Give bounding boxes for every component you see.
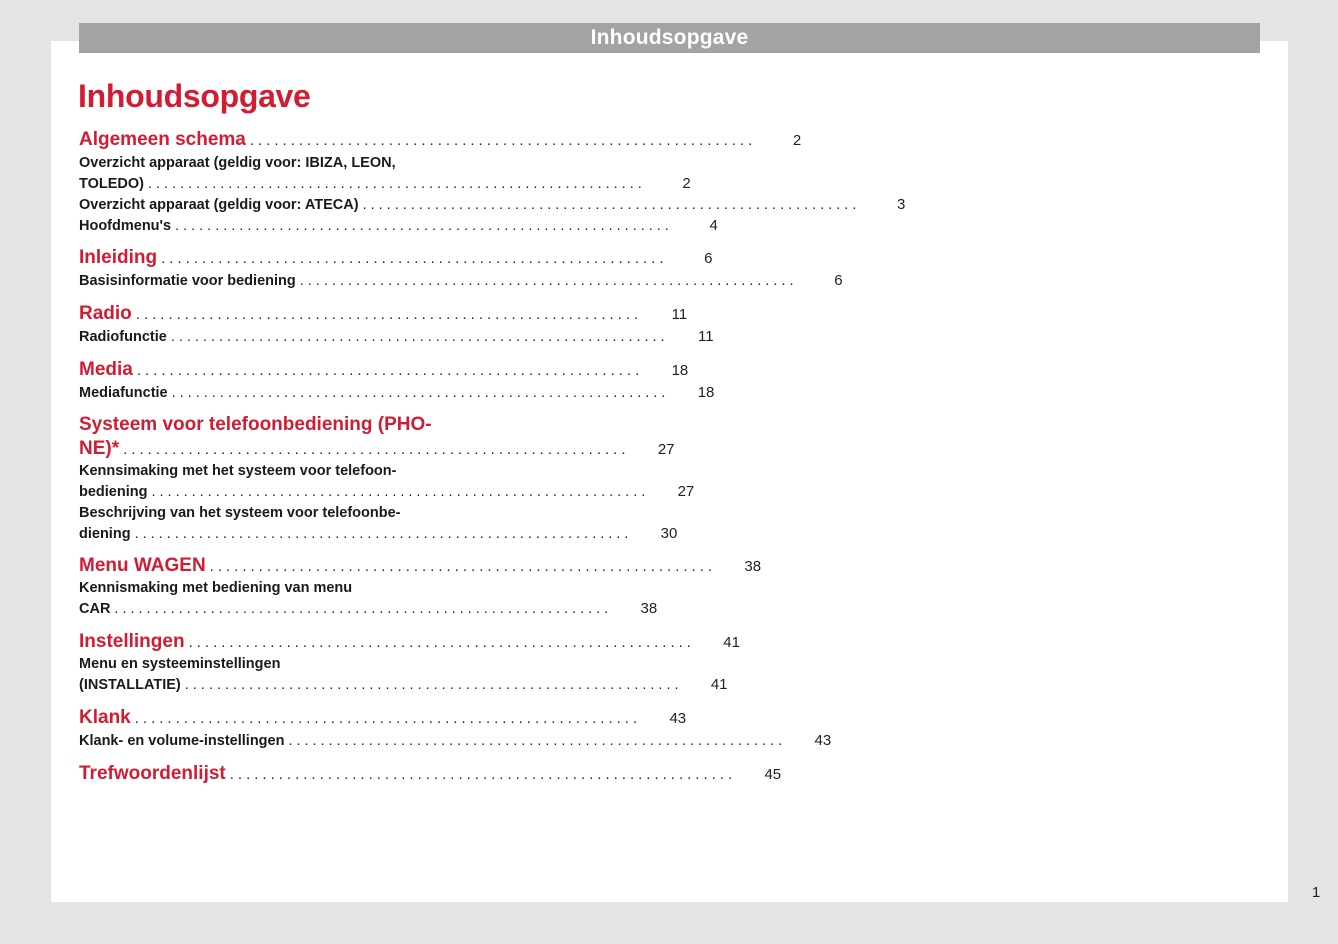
toc-entry-title: Overzicht apparaat (geldig voor: ATECA) (79, 197, 359, 213)
dot-leader: .............................................................. (134, 526, 633, 542)
toc-entry-title: Systeem voor telefoonbediening (PHO- (79, 414, 432, 435)
dot-leader: .............................................................. (151, 484, 650, 500)
toc-section-radiofunctie[interactable] (79, 328, 714, 345)
page-number: 1 (1311, 884, 1321, 901)
toc-chapter-radio[interactable] (79, 303, 688, 325)
dot-leader: .............................................................. (123, 441, 630, 458)
toc-chapter-algemeen[interactable] (79, 129, 802, 151)
toc-chapter-klank[interactable] (79, 707, 687, 729)
toc-entry-title: Instellingen (79, 631, 185, 652)
toc-page-number: 45 (764, 766, 782, 783)
toc-entry-title: Radiofunctie (79, 329, 167, 345)
dot-leader: .............................................................. (288, 733, 787, 749)
dot-leader: .............................................................. (229, 766, 737, 783)
toc-page-number: 18 (671, 362, 689, 379)
dot-leader: .............................................................. (147, 176, 646, 192)
toc-entry-title: Klank (79, 707, 131, 728)
toc-section-hoofdmenus[interactable] (79, 217, 718, 234)
toc-page-number: 2 (792, 132, 802, 149)
toc-entry-title: Menu WAGEN (79, 555, 206, 576)
dot-leader: .............................................................. (135, 306, 643, 323)
toc-entry-title: Mediafunctie (79, 385, 168, 401)
toc-page-number: 18 (697, 384, 715, 401)
toc-page-number: 30 (660, 525, 678, 542)
toc-entry-title: Media (79, 359, 133, 380)
toc-entry-title: Overzicht apparaat (geldig voor: IBIZA, LEON, (79, 155, 396, 171)
toc-page-number: 11 (698, 328, 714, 345)
dot-leader: .............................................................. (188, 634, 695, 651)
toc-page-number: 4 (709, 217, 718, 234)
toc-page-number: 38 (744, 558, 762, 575)
toc-page-number: 11 (671, 306, 688, 323)
toc-page-number: 2 (682, 175, 691, 192)
dot-leader: .............................................................. (184, 677, 683, 693)
page-title: Inhoudsopgave (78, 78, 311, 114)
dot-leader: .............................................................. (249, 132, 757, 149)
toc-section-overzicht-ateca[interactable] (79, 196, 906, 213)
toc-entry-title-cont: diening (79, 526, 131, 542)
toc-section-basisinformatie[interactable] (79, 272, 843, 289)
toc-page-number: 41 (710, 676, 728, 693)
dot-leader: .............................................................. (134, 710, 642, 727)
dot-leader: .............................................................. (299, 273, 798, 289)
toc-entry-title-cont: (INSTALLATIE) (79, 677, 181, 693)
toc-page-number: 43 (814, 732, 832, 749)
toc-page-number: 43 (669, 710, 687, 727)
toc-entry-title: Algemeen schema (79, 129, 246, 150)
toc-page-number: 41 (723, 634, 740, 651)
toc-page-number: 27 (657, 441, 675, 458)
toc-chapter-trefwoordenlijst[interactable] (79, 763, 782, 785)
toc-entry-title-cont: NE)* (79, 438, 120, 459)
dot-leader: .............................................................. (136, 362, 644, 379)
toc-page-number: 3 (897, 196, 906, 213)
dot-leader: .............................................................. (114, 601, 613, 617)
dot-leader: .............................................................. (161, 250, 668, 267)
toc-page-number: 6 (704, 250, 713, 267)
toc-chapter-media[interactable] (79, 359, 689, 381)
toc-page-number: 27 (677, 483, 695, 500)
toc-entry-title: Trefwoordenlijst (79, 763, 226, 784)
dot-leader: .............................................................. (175, 218, 673, 234)
toc-entry-title-cont: bediening (79, 484, 148, 500)
toc-page-number: 6 (834, 272, 843, 289)
toc-entry-title: Radio (79, 303, 132, 324)
toc-chapter-menu-wagen[interactable] (79, 555, 762, 577)
dot-leader: .............................................................. (209, 558, 717, 575)
dot-leader: .............................................................. (170, 329, 669, 345)
toc-entry-title-cont: TOLEDO) (79, 176, 144, 192)
dot-leader: .............................................................. (171, 385, 670, 401)
toc-chapter-inleiding[interactable] (79, 247, 713, 269)
toc-entry-title: Inleiding (79, 247, 158, 268)
toc-entry-title: Klank- en volume-instellingen (79, 733, 285, 749)
toc-entry-title: Beschrijving van het systeem voor telefoonbe- (79, 505, 401, 521)
toc-entry-title: Basisinformatie voor bediening (79, 273, 296, 289)
toc-entry-title-cont: CAR (79, 601, 111, 617)
running-header: Inhoudsopgave (79, 23, 1260, 53)
toc-entry-title: Kennismaking met bediening van menu (79, 580, 353, 596)
toc-entry-title: Hoofdmenu's (79, 218, 172, 234)
toc-section-klank-volume[interactable] (79, 732, 832, 749)
toc-entry-title: Menu en systeeminstellingen (79, 656, 281, 672)
toc-chapter-instellingen[interactable] (79, 631, 740, 653)
dot-leader: .............................................................. (362, 197, 861, 213)
toc-entry-title: Kennsimaking met het systeem voor telefoon- (79, 463, 397, 479)
toc-section-mediafunctie[interactable] (79, 384, 715, 401)
toc-page-number: 38 (640, 600, 658, 617)
